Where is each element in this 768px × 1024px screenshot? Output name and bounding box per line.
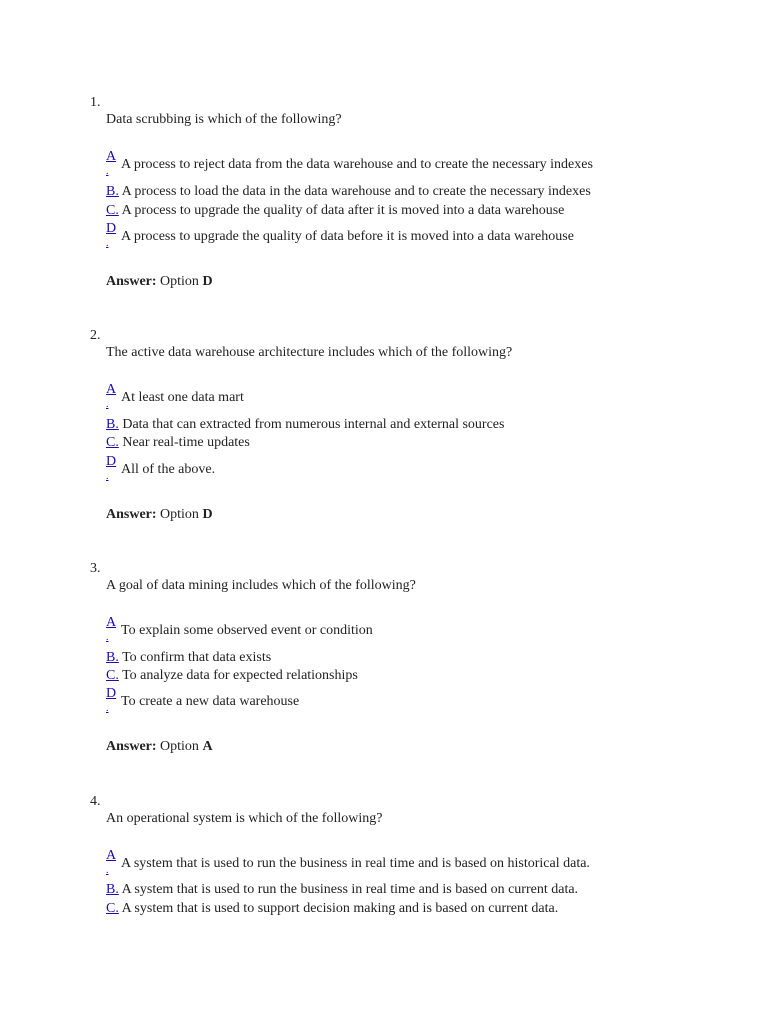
- option-text: A process to reject data from the data warehouse and to create the necessary indexes: [121, 157, 593, 172]
- option-c-link[interactable]: C.: [106, 203, 119, 218]
- option-a-dot[interactable]: .: [106, 399, 109, 410]
- option-c: [106, 901, 558, 917]
- option-text: A process to upgrade the quality of data before it is moved into a data warehouse: [121, 229, 574, 244]
- option-b: [106, 882, 578, 898]
- option-b-link[interactable]: B.: [106, 650, 119, 665]
- option-text: To explain some observed event or condition: [121, 623, 373, 638]
- option-text: At least one data mart: [121, 390, 244, 405]
- option-c-link[interactable]: C.: [106, 668, 119, 683]
- answer-prefix: Option: [160, 739, 199, 754]
- option-text: A process to upgrade the quality of data after it is moved into a data warehouse: [121, 203, 565, 218]
- question-text: A goal of data mining includes which of the following?: [106, 578, 416, 593]
- answer-value: D: [202, 274, 213, 289]
- question-text: The active data warehouse architecture includes which of the following?: [106, 345, 513, 360]
- option-c: [106, 668, 358, 684]
- option-text: A system that is used to run the business in real time and is based on current data.: [121, 882, 579, 897]
- option-c: [106, 435, 250, 451]
- option-text: To analyze data for expected relationships: [122, 668, 358, 683]
- option-text: Data that can extracted from numerous internal and external sources: [122, 417, 505, 432]
- question-text: Data scrubbing is which of the following?: [106, 112, 342, 127]
- answer-prefix: Option: [160, 274, 199, 289]
- question-number: 2.: [90, 328, 101, 343]
- option-d-dot[interactable]: .: [106, 471, 109, 482]
- option-b: [106, 417, 504, 433]
- option-c: [106, 203, 564, 219]
- option-b-link[interactable]: B.: [106, 882, 119, 897]
- answer-prefix: Option: [160, 507, 199, 522]
- answer-label: Answer:: [106, 274, 157, 289]
- question-number: 1.: [90, 95, 101, 110]
- answer-line: [106, 274, 213, 290]
- option-text: To create a new data warehouse: [121, 694, 300, 709]
- option-d-dot[interactable]: .: [106, 238, 109, 249]
- answer-value: A: [202, 739, 213, 754]
- option-b-link[interactable]: B.: [106, 184, 119, 199]
- option-text: All of the above.: [121, 462, 216, 477]
- option-text: A process to load the data in the data warehouse and to create the necessary indexes: [121, 184, 591, 199]
- answer-label: Answer:: [106, 507, 157, 522]
- answer-line: [106, 739, 213, 755]
- option-a-dot[interactable]: .: [106, 632, 109, 643]
- option-a-dot[interactable]: .: [106, 865, 109, 876]
- option-d-link[interactable]: D: [106, 686, 117, 701]
- question-number: 3.: [90, 561, 101, 576]
- option-d-link[interactable]: D: [106, 221, 117, 236]
- option-text: A system that is used to support decision making and is based on current data.: [121, 901, 559, 916]
- answer-value: D: [202, 507, 213, 522]
- option-b: [106, 650, 271, 666]
- option-c-link[interactable]: C.: [106, 901, 119, 916]
- option-text: To confirm that data exists: [122, 650, 272, 665]
- option-a-dot[interactable]: .: [106, 166, 109, 177]
- question-text: An operational system is which of the following?: [106, 811, 383, 826]
- option-b-link[interactable]: B.: [106, 417, 119, 432]
- option-c-link[interactable]: C.: [106, 435, 119, 450]
- option-b: [106, 184, 591, 200]
- option-text: Near real-time updates: [122, 435, 250, 450]
- option-a-link[interactable]: A: [106, 149, 117, 164]
- option-a-link[interactable]: A: [106, 848, 117, 863]
- answer-line: [106, 507, 213, 523]
- answer-label: Answer:: [106, 739, 157, 754]
- option-text: A system that is used to run the business in real time and is based on historical data.: [121, 856, 590, 871]
- question-number: 4.: [90, 794, 101, 809]
- option-a-link[interactable]: A: [106, 382, 117, 397]
- option-a-link[interactable]: A: [106, 615, 117, 630]
- option-d-dot[interactable]: .: [106, 703, 109, 714]
- option-d-link[interactable]: D: [106, 454, 117, 469]
